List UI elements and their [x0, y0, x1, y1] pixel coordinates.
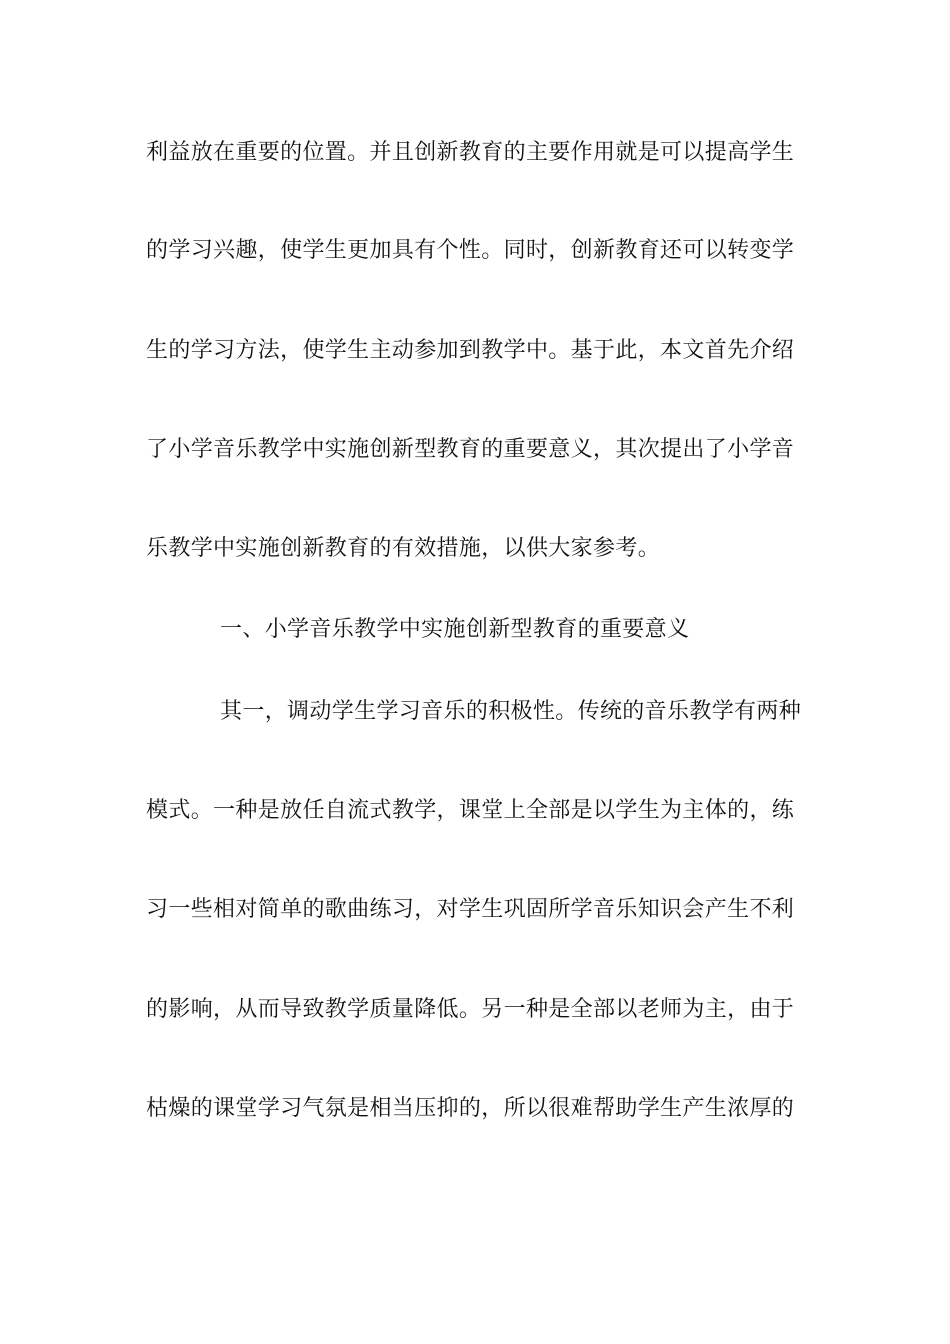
paragraph-line: 枯燥的课堂学习气氛是相当压抑的，所以很难帮助学生产生浓厚的: [146, 1096, 795, 1121]
section-heading: 一、小学音乐教学中实施创新型教育的重要意义: [220, 617, 690, 642]
paragraph-line: 模式。一种是放任自流式教学，课堂上全部是以学生为主体的，练: [146, 798, 795, 823]
paragraph-line: 的影响，从而导致教学质量降低。另一种是全部以老师为主，由于: [146, 997, 795, 1022]
paragraph-line: 习一些相对简单的歌曲练习，对学生巩固所学音乐知识会产生不利: [146, 897, 795, 922]
paragraph-line: 利益放在重要的位置。并且创新教育的主要作用就是可以提高学生: [146, 140, 795, 165]
paragraph-line: 了小学音乐教学中实施创新型教育的重要意义，其次提出了小学音: [146, 437, 795, 462]
paragraph-line: 乐教学中实施创新教育的有效措施，以供大家参考。: [146, 536, 661, 561]
paragraph-line: 生的学习方法，使学生主动参加到教学中。基于此，本文首先介绍: [146, 338, 795, 363]
paragraph-line: 的学习兴趣，使学生更加具有个性。同时，创新教育还可以转变学: [146, 238, 795, 263]
paragraph-line: 其一，调动学生学习音乐的积极性。传统的音乐教学有两种: [220, 699, 802, 724]
